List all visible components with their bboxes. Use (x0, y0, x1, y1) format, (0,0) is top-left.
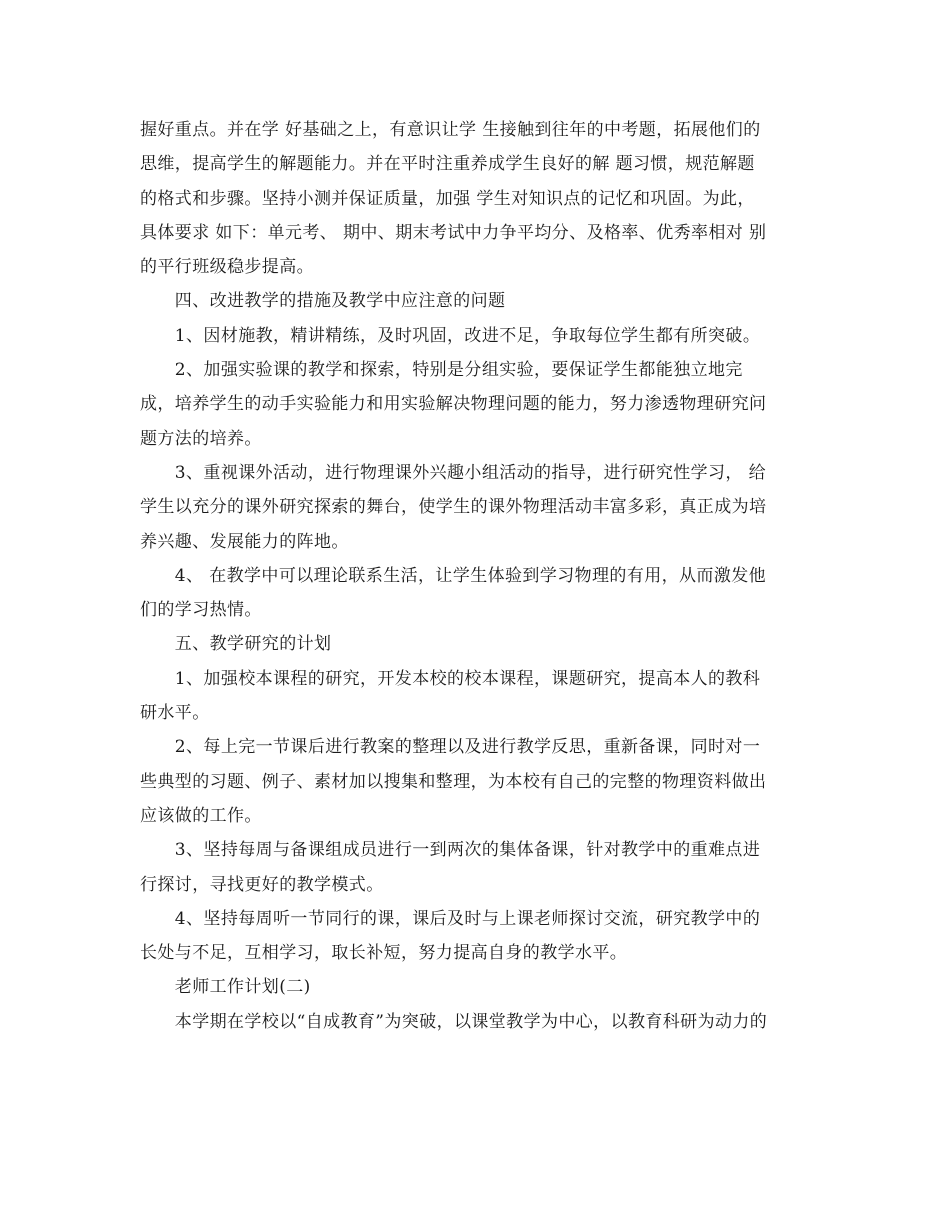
paragraph-continuation: 握好重点。并在学 好基础之上，有意识让学 生接触到往年的中考题，拓展他们的 思维，提高学生的解题能力。并在平时注重养成学生良好的解 题习惯，规范解题 的格式和步骤。坚持小测并保证质量，加强 学生对知识点的记忆和巩固。为此， 具体要求 如下：单元考、 期中、期末考试中力争平均分、及格率、优秀率相对 别 的平行班级稳步提高。 (140, 120, 767, 278)
section-heading-improvement-measures: 四、改进教学的措施及教学中应注意的问题 (140, 291, 506, 312)
paragraph-plan-2-intro: 本学期在学校以“自成教育”为突破，以课堂教学为中心，以教育科研为动力的 (140, 1011, 768, 1032)
section-heading-research-plan: 五、教学研究的计划 (140, 634, 332, 655)
section-heading-teacher-plan-2: 老师工作计划(二) (140, 977, 311, 998)
paragraph-measure-3: 3、重视课外活动，进行物理课外兴趣小组活动的指导，进行研究性学习， 给 学生以充分的课外研究探索的舞台，使学生的课外物理活动丰富多彩，真正成为培 养兴趣、发展能力的阵地。 (140, 462, 767, 552)
paragraph-research-2: 2、每上完一节课后进行教案的整理以及进行教学反思，重新备课，同时对一 些典型的习题、例子、素材加以搜集和整理，为本校有自己的完整的物理资料做出 应该做的工作。 (140, 737, 767, 826)
paragraph-research-1: 1、加强校本课程的研究，开发本校的校本课程，课题研究，提高本人的教科 研水平。 (140, 668, 761, 724)
paragraph-measure-1: 1、因材施教，精讲精练，及时巩固，改进不足，争取每位学生都有所突破。 (140, 325, 761, 346)
paragraph-research-3: 3、坚持每周与备课组成员进行一到两次的集体备课，针对教学中的重难点进 行探讨，寻找更好的教学模式。 (140, 840, 761, 895)
paragraph-measure-2: 2、加强实验课的教学和探索，特别是分组实验，要保证学生都能独立地完 成，培养学生的动手实验能力和用实验解决物理问题的能力，努力渗透物理研究问 题方法的培养。 (140, 360, 767, 449)
document-body (140, 113, 812, 1039)
paragraph-research-4: 4、坚持每周听一节同行的课，课后及时与上课老师探讨交流，研究教学中的 长处与不足，互相学习，取长补短，努力提高自身的教学水平。 (140, 908, 761, 964)
paragraph-measure-4: 4、 在教学中可以理论联系生活，让学生体验到学习物理的有用，从而激发他 们的学习热情。 (140, 565, 767, 621)
